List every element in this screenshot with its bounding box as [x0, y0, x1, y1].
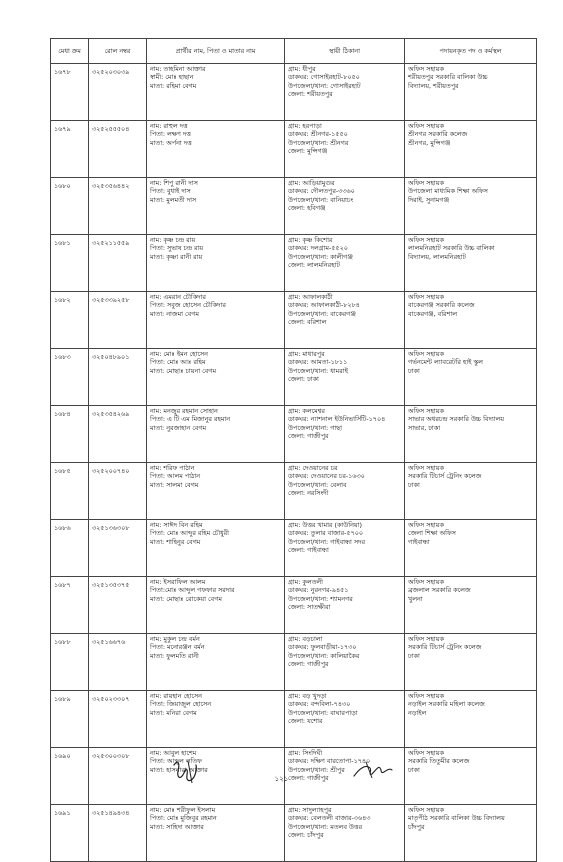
roll-number-cell: ৩২৫৩৩৯২৫৮: [89, 292, 147, 349]
posting-cell-line: ঢাকা: [408, 765, 420, 774]
candidate-name-cell-line: মাতা: হাসনারা আক্তার: [150, 765, 208, 774]
address-cell-line: গ্রাম: কুলতলী: [288, 578, 323, 586]
address-cell-line: উপজেলা/থানা: বাঘারপাড়া: [288, 708, 358, 717]
address-cell-line: উপজেলা/থানা: মতলব উত্তর: [288, 822, 362, 831]
candidate-name-cell-line: নাম: শিপু রানী দাস: [150, 179, 198, 187]
address-cell-line: ডাকঘর: দলগ্রাম-৫৫২০: [288, 244, 348, 253]
address-cell-line: উপজেলা/থানা: কালীগঞ্জ: [288, 252, 353, 261]
roll-number-cell: ৩২৫১৬৬৭৬: [89, 634, 147, 691]
posting-cell-line: নড়াইল: [408, 708, 427, 717]
address-cell-line: গ্রাম: মাধারপুর: [288, 350, 325, 358]
address-cell-line: উপজেলা/থানা: শ্যামনগর: [288, 594, 353, 603]
posting-cell: [405, 691, 537, 748]
address-cell: [285, 292, 405, 349]
candidate-name-cell-line: স্বামী: মোঃ হাছান: [150, 73, 194, 82]
posting-cell-line: অফিস সহায়ক: [408, 578, 444, 586]
posting-cell: [405, 178, 537, 235]
posting-cell-line: জেলা শিক্ষা অফিস: [408, 529, 456, 538]
address-cell-line: জেলা: সাতক্ষীরা: [288, 602, 331, 611]
posting-cell-line: মাতৃপীঠ সরকারি বালিকা উচ্চ বিদ্যালয়: [408, 814, 505, 823]
address-cell-line: গ্রাম: কৃষ্ণ কিশোর: [288, 236, 333, 244]
merit-serial-cell: ১৬৭৮: [51, 64, 89, 121]
posting-cell-line: শরীয়তপুর সরকারি বালিকা উচ্চ: [408, 73, 488, 82]
merit-serial-cell: ১৬৮৪: [51, 406, 89, 463]
address-cell-line: গ্রাম: ধীপুর: [288, 65, 316, 73]
posting-cell-line: অফিস সহায়ক: [408, 806, 444, 814]
posting-cell: [405, 520, 537, 577]
posting-cell-line: বাকেরগঞ্জ সরকারি কলেজ: [408, 301, 475, 310]
candidate-name-cell: [147, 178, 285, 235]
address-cell-line: গ্রাম: কলমেশ্বর: [288, 407, 325, 415]
posting-cell-line: বিদ্যালয়, শরীয়তপুর: [408, 81, 459, 90]
address-cell-line: উপজেলা/থানা: কালিয়াকৈর: [288, 651, 360, 660]
address-cell-line: জেলা: হবিগঞ্জ: [288, 203, 326, 212]
address-cell-line: উপজেলা/থানা: শ্রীনগর: [288, 138, 349, 147]
posting-cell: [405, 349, 537, 406]
table-row: [51, 577, 537, 634]
posting-cell-line: অফিস সহায়ক: [408, 65, 444, 73]
roll-number-cell: ৩২৫১৪৯৪৩৪: [89, 805, 147, 862]
address-cell-line: উপজেলা/থানা: শ্রীপুর: [288, 765, 345, 774]
address-cell-line: গ্রাম: সাদুল্যাহপুর: [288, 806, 332, 814]
posting-cell-line: শ্রীনগর, মুন্সিগঞ্জ: [408, 138, 451, 147]
address-cell-line: জেলা: গাজীপুর: [288, 431, 329, 440]
merit-serial-cell: ১৬৮২: [51, 292, 89, 349]
roll-number-cell: ৩২৫৩০০৩০৮: [89, 748, 147, 805]
posting-cell-line: খুলনা: [408, 594, 423, 603]
candidate-name-cell: [147, 121, 285, 178]
address-cell: [285, 463, 405, 520]
candidate-name-cell-line: মাতা: সাহিদা আক্তার: [150, 822, 204, 831]
address-cell-line: ডাকঘর: নুরনগর-৯৪৫১: [288, 586, 349, 595]
address-cell-line: গ্রাম: দেওয়ানের চর: [288, 464, 338, 472]
posting-cell-line: অফিস সহায়ক: [408, 521, 444, 529]
address-cell-line: জেলা: গাজীপুর: [288, 659, 329, 668]
address-cell: [285, 406, 405, 463]
candidate-name-cell-line: মাতা: শাহিনুর বেগম: [150, 537, 201, 546]
posting-cell-line: ঢাকা: [408, 651, 420, 660]
address-cell-line: জেলা: নরসিংদী: [288, 488, 329, 497]
address-cell-line: ডাকঘর: বন্দবিলা-৭৪৩০: [288, 700, 351, 709]
address-cell-line: উপজেলা/থানা: গাছা: [288, 423, 342, 432]
candidate-name-cell-line: নাম: তাহমিনা আক্তার: [150, 65, 206, 73]
candidate-name-cell-line: নাম: ইসরাফিল আলম: [150, 578, 206, 586]
candidate-name-cell: [147, 292, 285, 349]
address-cell-line: গ্রাম: উত্তর খামার (কাউনিয়া): [288, 521, 363, 529]
merit-serial-cell: ১৬৭৯: [51, 121, 89, 178]
candidate-name-cell-line: নাম: মুকুল চন্দ্র বর্মন: [150, 635, 200, 643]
posting-cell: [405, 406, 537, 463]
candidate-name-cell: [147, 691, 285, 748]
address-cell-line: জেলা: শরীয়তপুর: [288, 89, 333, 98]
posting-cell-line: লালমনিরহাট সরকারি উচ্চ বালিকা: [408, 244, 495, 253]
signature-right: [352, 758, 394, 782]
candidate-name-cell-line: নাম: এমরান চৌকিদার: [150, 293, 206, 301]
posting-cell-line: অফিস সহায়ক: [408, 749, 444, 757]
candidate-name-cell-line: পিতা: মোঃ মুজিবুর রহমান: [150, 814, 217, 823]
address-cell-line: জেলা: বরিশাল: [288, 317, 327, 326]
address-cell-line: জেলা: চাঁদপুর: [288, 830, 324, 839]
posting-cell: [405, 577, 537, 634]
address-cell-line: গ্রাম: আফালকাঠী: [288, 293, 333, 301]
table-row: [51, 121, 537, 178]
candidate-name-cell-line: মাতা: নাজমা বেগম: [150, 309, 199, 318]
address-cell: [285, 178, 405, 235]
candidate-name-cell: [147, 634, 285, 691]
roll-number-cell: ৩২৫৩৫৪২৬৯: [89, 406, 147, 463]
candidate-name-cell-line: নাম: আবুল হাশেম: [150, 749, 197, 757]
posting-cell-line: উপজেলা মাধ্যমিক শিক্ষা অফিস: [408, 187, 488, 196]
address-cell-line: জেলা: গাইবান্ধা: [288, 545, 329, 554]
address-cell: [285, 634, 405, 691]
table-row: [51, 805, 537, 862]
header-permanent-address: স্থায়ী ঠিকানা: [285, 39, 405, 64]
merit-serial-cell: ১৬৮৯: [51, 691, 89, 748]
address-cell-line: জেলা: যশোর: [288, 716, 323, 725]
candidate-name-cell: [147, 64, 285, 121]
candidate-name-cell-line: নাম: মোঃ শরীফুল ইসলাম: [150, 806, 216, 814]
table-row: [51, 520, 537, 577]
address-cell-line: উপজেলা/থানা: গোসাইরহাট: [288, 81, 361, 90]
address-cell-line: গ্রাম: বড়চালা: [288, 635, 323, 643]
address-cell: [285, 577, 405, 634]
table-row: [51, 691, 537, 748]
posting-cell-line: দিরাই, সুনামগঞ্জ: [408, 195, 450, 204]
posting-cell-line: ঢাকা: [408, 366, 420, 375]
candidate-name-cell-line: মাতা: ফুলমতি রানী: [150, 651, 199, 660]
candidate-name-cell-line: নাম: মোঃ ইমন হোসেন: [150, 350, 208, 358]
table-row: [51, 406, 537, 463]
address-cell: [285, 805, 405, 862]
candidate-name-cell-line: পিতা: মনোরঞ্জন বর্মন: [150, 643, 205, 652]
candidate-name-cell-line: নাম: রাহুল দত্ত: [150, 122, 188, 130]
merit-serial-cell: ১৬৮০: [51, 178, 89, 235]
candidate-name-cell-line: পিতা: বুধাই দাস: [150, 187, 191, 196]
address-cell-line: উপজেলা/থানা: বানিয়াচং: [288, 195, 354, 204]
posting-cell: [405, 64, 537, 121]
address-cell-line: ডাকঘর: শ্রীনগর-১৫৫০: [288, 130, 348, 139]
address-cell-line: গ্রাম: বড় খুদড়া: [288, 692, 327, 700]
table-row: [51, 64, 537, 121]
candidate-name-cell-line: পিতা:মোঃ আব্দুল গফফার সরদার: [150, 586, 235, 595]
page-number: ১২১: [274, 775, 289, 783]
roll-number-cell: ৩২৫১৩৫৩৭৫: [89, 577, 147, 634]
posting-cell-line: বিদ্যালয়, লালমনিরহাট: [408, 252, 466, 261]
merit-serial-cell: ১৬৯১: [51, 805, 89, 862]
posting-cell-line: সাভার অধরচন্দ্র সরকারি উচ্চ বিদ্যালয়: [408, 415, 505, 424]
candidate-name-cell-line: পিতা: লক্ষণ দত্ত: [150, 130, 191, 139]
candidate-name-cell-line: পিতা: মোঃ আব্দুর রহিম চৌধুরী: [150, 529, 229, 538]
roll-number-cell: ৩২৫০২৩৩০৭: [89, 691, 147, 748]
posting-cell-line: অফিস সহায়ক: [408, 179, 444, 187]
roll-number-cell: ৩২৫২১১৫৫৯: [89, 235, 147, 292]
candidate-name-cell: [147, 805, 285, 862]
merit-serial-cell: ১৬৮১: [51, 235, 89, 292]
candidate-name-cell: [147, 406, 285, 463]
posting-cell: [405, 292, 537, 349]
address-cell-line: ডাকঘর: ন্যাশনাল ইউনিভার্সিটি-১৭০৪: [288, 415, 386, 424]
address-cell-line: ডাকঘর: দক্ষিণ বারতোপা-১৭৪০: [288, 757, 371, 766]
candidate-name-cell-line: পিতা: সবুজ হোসেন চৌকিদার: [150, 301, 226, 310]
address-cell-line: ডাকঘর: আমতা-১৮১১: [288, 358, 348, 367]
roll-number-cell: ৩২৫২০০৭৪০: [89, 463, 147, 520]
posting-cell-line: সরকারি টিচার্স ট্রেনিং কলেজ: [408, 472, 482, 481]
header-roll-number: রোল নম্বর: [89, 39, 147, 64]
roll-number-cell: ৩২৫২০৩০৩৯: [89, 64, 147, 121]
address-cell-line: জেলা: লালমনিরহাট: [288, 260, 340, 269]
address-cell-line: জেলা: গাজীপুর: [288, 773, 329, 782]
address-cell: [285, 64, 405, 121]
roll-number-cell: ৩২৫১৩৬৩০৮: [89, 520, 147, 577]
candidate-name-cell: [147, 577, 285, 634]
posting-cell-line: বাকেরগঞ্জ, বরিশাল: [408, 309, 457, 318]
posting-cell-line: অফিস সহায়ক: [408, 692, 444, 700]
posting-cell-line: সরকারি টিচার্স ট্রেনিং কলেজ: [408, 643, 482, 652]
posting-cell: [405, 463, 537, 520]
address-cell-line: গ্রাম: আড়িয়ামুগুর: [288, 179, 335, 187]
posting-cell-line: অফিস সহায়ক: [408, 293, 444, 301]
posting-cell-line: অফিস সহায়ক: [408, 236, 444, 244]
merit-list-table: [50, 38, 537, 862]
candidate-name-cell-line: পিতা: জিয়াজুল হোসেন: [150, 700, 212, 709]
address-cell-line: ডাকঘর: দৌলতপুর-৩৩৬০: [288, 187, 355, 196]
address-cell-line: উপজেলা/থানা: বাকেরগঞ্জ: [288, 309, 356, 318]
candidate-name-cell-line: নাম: মনজুর রহমান সোহান: [150, 407, 218, 415]
posting-cell: [405, 121, 537, 178]
posting-cell-line: অফিস সহায়ক: [408, 464, 444, 472]
posting-cell: [405, 634, 537, 691]
address-cell: [285, 349, 405, 406]
candidate-name-cell: [147, 463, 285, 520]
posting-cell-line: ব্রজলাল সরকারি কলেজ: [408, 586, 471, 595]
merit-serial-cell: ১৬৮৮: [51, 634, 89, 691]
address-cell-line: উপজেলা/থানা: গাইবান্ধা সদর: [288, 537, 366, 546]
posting-cell-line: সরকারি তিতুমীর কলেজ: [408, 757, 470, 766]
candidate-name-cell-line: মাতা: নুরজাহান বেগম: [150, 423, 207, 432]
candidate-name-cell-line: মাতা: রহিমা বেগম: [150, 81, 197, 90]
roll-number-cell: ৩২৫৩৫৬৪৪২: [89, 178, 147, 235]
posting-cell-line: শ্রীনগর সরকারি কলেজ: [408, 130, 468, 139]
address-cell: [285, 691, 405, 748]
posting-cell-line: সাভার, ঢাকা: [408, 423, 441, 432]
address-cell-line: জেলা: মুন্সিগঞ্জ: [288, 146, 328, 155]
candidate-name-cell-line: নাম: সাঈদ বিন রহিম: [150, 521, 203, 529]
posting-cell-line: চাঁদপুর: [408, 822, 425, 831]
candidate-name-cell-line: নাম: কৃষ্ণ চন্দ্র রায়: [150, 236, 196, 244]
posting-cell-line: গর্ভনমেন্ট ল্যাবরেটরি হাই স্কুল: [408, 358, 483, 367]
merit-serial-cell: ১৬৮৫: [51, 463, 89, 520]
candidate-name-cell-line: মাতা: অর্পনা দত্ত: [150, 138, 192, 147]
candidate-name-cell-line: মাতা: কৃষ্ণা রানী রায়: [150, 252, 203, 261]
posting-cell-line: গাইবান্ধা: [408, 537, 430, 546]
header-posting: পদায়নকৃত পদ ও কর্মস্থল: [405, 39, 537, 64]
address-cell: [285, 235, 405, 292]
posting-cell-line: অফিস সহায়ক: [408, 122, 444, 130]
posting-cell-line: অফিস সহায়ক: [408, 407, 444, 415]
address-cell-line: ডাকঘর: তুলার বাজার-৫৭০০: [288, 529, 364, 538]
table-row: [51, 178, 537, 235]
candidate-name-cell-line: মাতা: মোছাঃ চায়না বেগম: [150, 366, 217, 375]
candidate-name-cell-line: পিতা: মোঃ আঃ রহিম: [150, 358, 206, 367]
candidate-name-cell-line: পিতা: এ টি এম মিজানুর রহমান: [150, 415, 231, 424]
table-row: [51, 634, 537, 691]
address-cell-line: উপজেলা/থানা: বেলাব: [288, 480, 347, 489]
roll-number-cell: ৩২৫২৫৫৫০৪: [89, 121, 147, 178]
posting-cell: [405, 235, 537, 292]
candidate-name-cell-line: পিতা: সুভাষ চন্দ্র রায়: [150, 244, 204, 253]
posting-cell-line: অফিস সহায়ক: [408, 350, 444, 358]
posting-cell: [405, 805, 537, 862]
header-merit-serial: মেধা ক্রম: [51, 39, 89, 64]
candidate-name-cell-line: নাম: শরিফ পাঠান: [150, 464, 195, 472]
posting-cell-line: ঢাকা: [408, 480, 420, 489]
candidate-name-cell-line: পিতা: আব্দুল লতিফ: [150, 757, 202, 766]
candidate-name-cell-line: পিতা: আলম পাঠান: [150, 472, 201, 481]
merit-serial-cell: ১৬৯০: [51, 748, 89, 805]
table-header-row: [51, 39, 537, 64]
candidate-name-cell-line: মাতা: মোছাঃ রোকেয়া বেগম: [150, 594, 222, 603]
merit-serial-cell: ১৬৮৬: [51, 520, 89, 577]
address-cell: [285, 121, 405, 178]
roll-number-cell: ৩২৫০৪৮৯০১: [89, 349, 147, 406]
address-cell-line: ডাকঘর: আফালকাঠী-৮২৮৪: [288, 301, 360, 310]
merit-serial-cell: ১৬৮৩: [51, 349, 89, 406]
candidate-name-cell: [147, 520, 285, 577]
table-row: [51, 463, 537, 520]
candidate-name-cell: [147, 349, 285, 406]
address-cell-line: ডাকঘর: গোসাইরহাট-৮০৫০: [288, 73, 360, 82]
address-cell-line: ডাকঘর: ফুলবাড়ীয়া-১৭৩০: [288, 643, 357, 652]
header-candidate-name: প্রার্থীর নাম, পিতা ও মাতার নাম: [147, 39, 285, 64]
address-cell: [285, 520, 405, 577]
address-cell-line: ডাকঘর: দেওয়ানের চর-১৬৩০: [288, 472, 365, 481]
table-row: [51, 235, 537, 292]
candidate-name-cell: [147, 235, 285, 292]
posting-cell-line: অফিস সহায়ক: [408, 635, 444, 643]
posting-cell-line: নড়াইল সরকারি মহিলা কলেজ: [408, 700, 485, 709]
address-cell-line: গ্রাম: হরপাড়া: [288, 122, 322, 130]
table-row: [51, 349, 537, 406]
candidate-name-cell-line: নাম: রায়হান হোসেন: [150, 692, 202, 700]
merit-serial-cell: ১৬৮৭: [51, 577, 89, 634]
candidate-name-cell-line: মাতা: মুলমতী দাস: [150, 195, 197, 204]
address-cell-line: গ্রাম: সিংদিঘী: [288, 749, 323, 757]
address-cell-line: জেলা: ঢাকা: [288, 374, 319, 383]
candidate-name-cell-line: মাতা: সালমা বেগম: [150, 480, 199, 489]
candidate-name-cell-line: মাতা: মনিরা বেগম: [150, 708, 197, 717]
address-cell-line: ডাকঘর: বেলতলী বাজার-৩৬৪৩: [288, 814, 371, 823]
address-cell-line: উপজেলা/থানা: ধামরাই: [288, 366, 348, 375]
table-row: [51, 292, 537, 349]
